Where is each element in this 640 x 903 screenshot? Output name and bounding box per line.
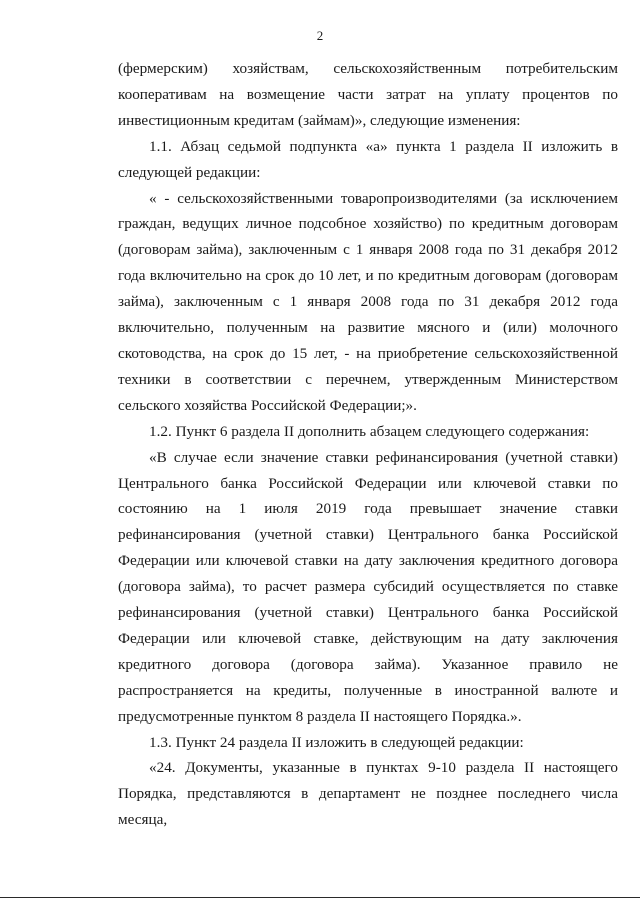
page-number: 2 [316,28,324,43]
paragraph-quote-1-3: «24. Документы, указанные в пунктах 9-10 раздела II настоящего Порядка, представляются в департамент не позднее последнего числа месяца, [118,759,618,829]
paragraph-intro: (фермерским) хозяйствам, сельскохозяйственным потребительским кооперативам на возмещение части затрат на уплату процентов по инвестиционным кредитам (займам)», следующие изменения: [118,60,618,129]
paragraph-item-1-3: 1.3. Пункт 24 раздела II изложить в следующей редакции: [149,733,524,751]
document-body [118,56,618,833]
paragraph-item-1-1: 1.1. Абзац седьмой подпункта «а» пункта 1 раздела II изложить в следующей редакции: [118,137,618,181]
paragraph-quote-1-1: « - сельскохозяйственными товаропроизводителями (за исключением граждан, ведущих личное подсобное хозяйство) по кредитным договорам (договорам займа), заключенным с 1 января 2008 года по 31 декабря 2012 года включительно на срок до 10 лет, и по кредитным договорам (договорам займа), заключенным с 1 января 2008 года по 31 декабря 2012 года включительно, полученным на развитие мясного и (или) молочного скотоводства, на срок до 15 лет, - на приобретение сельскохозяйственной техники в соответствии с перечнем, утвержденным Министерством сельского хозяйства Российской Федерации;». [118,189,618,414]
page-bottom-edge [0,897,640,898]
paragraph-item-1-2: 1.2. Пункт 6 раздела II дополнить абзацем следующего содержания: [149,422,590,440]
paragraph-quote-1-2: «В случае если значение ставки рефинансирования (учетной ставки) Центрального банка Российской Федерации или ключевой ставки по состоянию на 1 июля 2019 года превышает значение ставки рефинансирования (учетной ставки) Центрального банка Российской Федерации или ключевой ставки на дату заключения кредитного договора (договора займа), то расчет размера субсидий осуществляется по ставке рефинансирования (учетной ставки) Центрального банка Российской Федерации или ключевой ставке, действующим на дату заключения кредитного договора (договора займа). Указанное правило не распространяется на кредиты, полученные в иностранной валюте и предусмотренные пунктом 8 раздела II настоящего Порядка.». [118,448,618,725]
